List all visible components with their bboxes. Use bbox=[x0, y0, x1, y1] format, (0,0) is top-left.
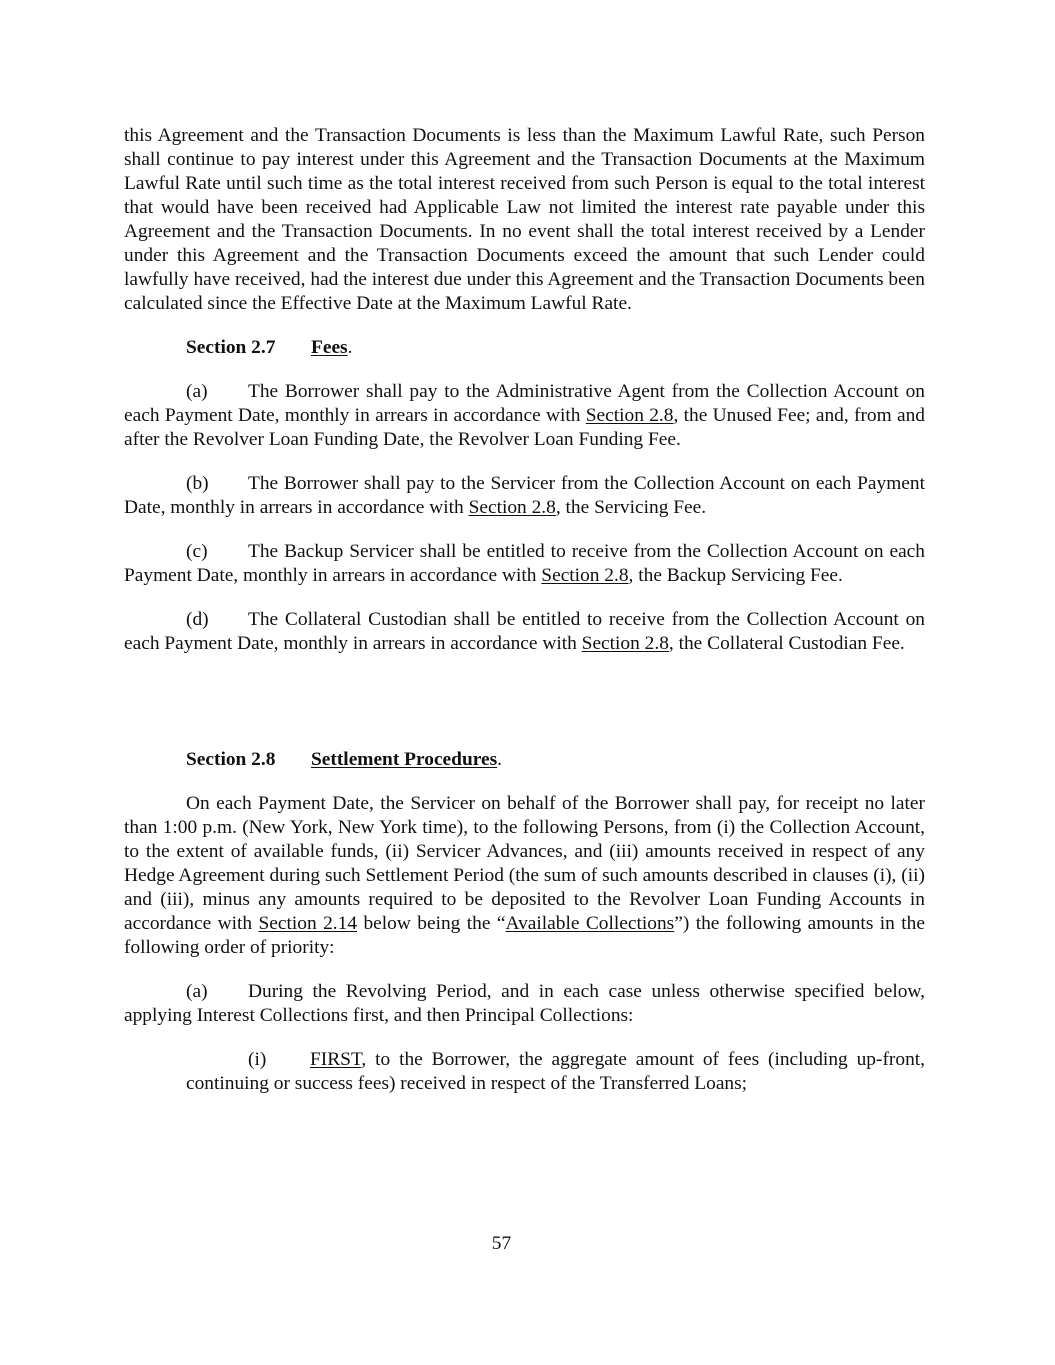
section-title: Settlement Procedures bbox=[311, 749, 498, 770]
clause-text: The Borrower shall pay to the Administrative Agent from the Collection Account on each Payment Date, monthly in arrears in accordance with bbox=[124, 381, 925, 426]
section-title-period: . bbox=[347, 337, 353, 358]
clause-text: The Borrower shall pay to the Servicer from the Collection Account on each Payment Date, monthly in arrears in accordance with bbox=[124, 473, 925, 518]
clause-text: The Collateral Custodian shall be entitled to receive from the Collection Account on each Payment Date, monthly in arrears in accordance with bbox=[124, 609, 925, 654]
fees-clause-d bbox=[124, 608, 925, 656]
section-2-14-reference-link[interactable]: Section 2.14 bbox=[258, 913, 358, 934]
section-title: Fees bbox=[311, 337, 348, 358]
section-2-8-heading bbox=[124, 748, 925, 772]
fees-clause-a bbox=[124, 380, 925, 452]
section-number: Section 2.7 bbox=[186, 337, 276, 358]
section-title-period: . bbox=[497, 749, 502, 770]
clause-text: The Backup Servicer shall be entitled to receive from the Collection Account on each Payment Date, monthly in arrears in accordance with bbox=[124, 541, 925, 586]
paragraph-text: ”) the following amounts in the following order of priority: bbox=[124, 913, 925, 958]
fees-clause-b bbox=[124, 472, 925, 520]
clause-text: , the Backup Servicing Fee. bbox=[628, 565, 843, 586]
document-page bbox=[124, 124, 925, 1096]
section-2-7-heading bbox=[124, 336, 925, 360]
settlement-intro-paragraph bbox=[124, 792, 925, 960]
clause-label: (i) bbox=[248, 1049, 267, 1070]
paragraph-text: On each Payment Date, the Servicer on behalf of the Borrower shall pay, for receipt no later than 1:00 p.m. (New York, New York time), to the following Persons, from (i) the Collection Account, to the extent of available funds, (ii) Servicer Advances, and (iii) amounts received in respect of any Hedge Agreement during such Settlement Period (the sum of such amounts described in clauses (i), (ii) and (iii), minus any amounts required to be deposited to the Revolver Loan Funding Accounts in accordance with bbox=[124, 793, 925, 934]
section-2-8-reference-link[interactable]: Section 2.8 bbox=[468, 497, 556, 518]
clause-text: , to the Borrower, the aggregate amount of fees (including up-front, continuing or success fees) received in respect of the Transferred Loans; bbox=[186, 1049, 925, 1094]
priority-keyword-first: FIRST bbox=[310, 1049, 362, 1070]
settlement-clause-a-i bbox=[124, 1048, 925, 1096]
fees-clause-c bbox=[124, 540, 925, 588]
paragraph-text: below being the “ bbox=[357, 913, 506, 934]
continuation-paragraph: this Agreement and the Transaction Documents is less than the Maximum Lawful Rate, such Person shall continue to pay interest under this Agreement and the Transaction Documents at the Maximum Lawful Rate until such time as the total interest received from such Person is equal to the total interest that would have been received had Applicable Law not limited the interest rate payable under this Agreement and the Transaction Documents. In no event shall the total interest received by a Lender under this Agreement and the Transaction Documents exceed the amount that such Lender could lawfully have received, had the interest due under this Agreement and the Transaction Documents been calculated since the Effective Date at the Maximum Lawful Rate. bbox=[124, 125, 925, 314]
clause-text: , the Collateral Custodian Fee. bbox=[668, 633, 905, 654]
section-2-8-reference-link[interactable]: Section 2.8 bbox=[585, 405, 674, 426]
section-number: Section 2.8 bbox=[186, 749, 276, 770]
clause-text: , the Unused Fee; and, from and after the Revolver Loan Funding Date, the Revolver Loan Funding Fee. bbox=[124, 405, 926, 450]
section-2-8-reference-link[interactable]: Section 2.8 bbox=[581, 633, 669, 654]
section-2-8-reference-link[interactable]: Section 2.8 bbox=[541, 565, 629, 586]
clause-label: (a) bbox=[186, 981, 208, 1002]
clause-label: (b) bbox=[186, 473, 209, 494]
settlement-clause-a bbox=[124, 980, 925, 1028]
clause-text: , the Servicing Fee. bbox=[555, 497, 707, 518]
page-number: 57 bbox=[491, 1233, 512, 1254]
clause-label: (c) bbox=[186, 541, 208, 562]
clause-label: (d) bbox=[186, 609, 209, 630]
clause-text: During the Revolving Period, and in each case unless otherwise specified below, applying Interest Collections first, and then Principal Collections: bbox=[124, 981, 925, 1026]
clause-label: (a) bbox=[186, 381, 208, 402]
defined-term-available-collections: Available Collections bbox=[505, 913, 675, 934]
